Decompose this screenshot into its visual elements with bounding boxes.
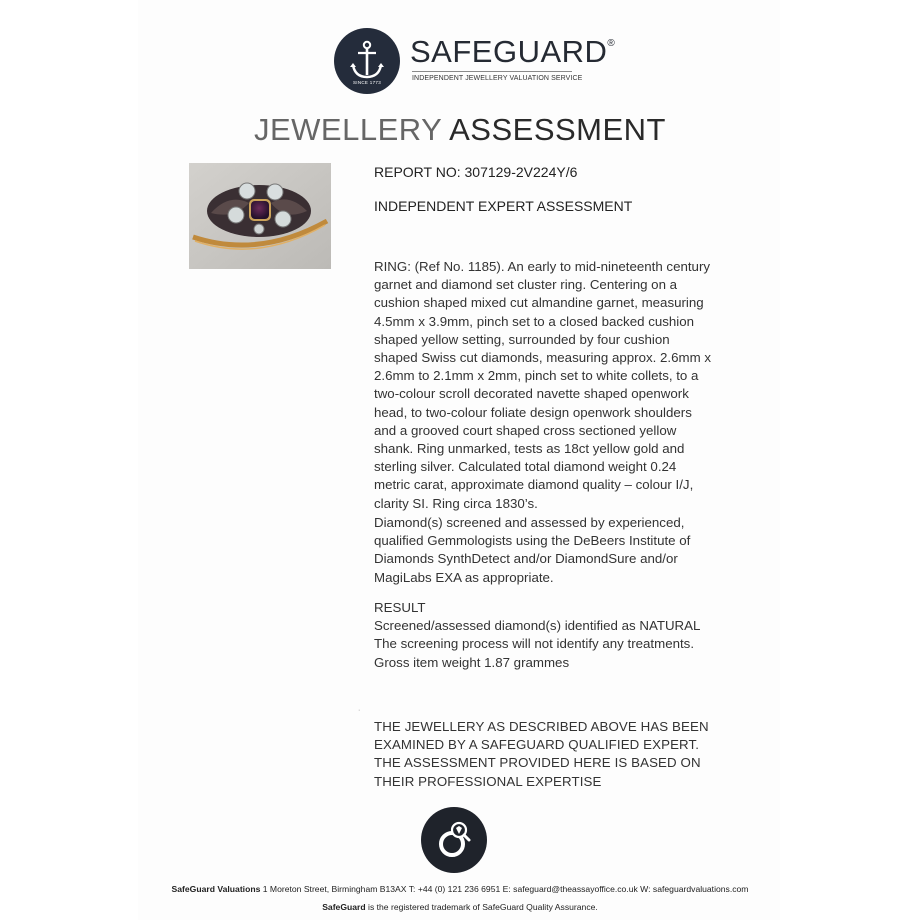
ring-image	[189, 163, 331, 269]
anchor-logo-badge	[334, 28, 400, 94]
result-line: Gross item weight 1.87 grammes	[374, 654, 570, 670]
brand-name	[410, 34, 615, 70]
report-number: REPORT NO: 307129-2V224Y/6	[374, 164, 578, 180]
footer-contact	[0, 884, 920, 894]
declaration-line: THE JEWELLERY AS DESCRIBED ABOVE HAS BEEN	[374, 719, 709, 734]
footer-trademark	[0, 902, 920, 912]
anchor-icon	[347, 39, 387, 83]
result-line: Screened/assessed diamond(s) identified as NATURAL	[374, 618, 701, 634]
result-line: The screening process will not identify any treatments.	[374, 636, 695, 652]
title-light: JEWELLERY	[253, 112, 442, 147]
ring-magnifier-icon	[431, 817, 477, 863]
page-title	[0, 112, 920, 148]
result-heading: RESULT	[374, 600, 426, 615]
declaration-line: THEIR PROFESSIONAL EXPERTISE	[374, 773, 602, 789]
result-section	[374, 599, 714, 672]
brand-label: SAFEGUARD	[410, 34, 608, 69]
brand-divider	[412, 71, 572, 72]
declaration-line: EXAMINED BY A SAFEGUARD QUALIFIED EXPERT.	[374, 737, 700, 753]
registered-mark: ®	[607, 38, 616, 49]
footer-company: SafeGuard Valuations	[171, 884, 261, 894]
footer-address: 1 Moreton Street, Birmingham B13AX T: +44 (0) 121 236 6951 E: safeguard@theassayoffice.co.uk W: safeguardvaluations.com	[260, 884, 749, 894]
stray-mark: ·	[358, 707, 361, 714]
footer-trademark-text: is the registered trademark of SafeGuard Quality Assurance.	[365, 902, 598, 912]
declaration	[374, 718, 734, 791]
ring-seal-badge	[421, 807, 487, 873]
declaration-line: THE ASSESSMENT PROVIDED HERE IS BASED ON	[374, 755, 701, 771]
title-dark: ASSESSMENT	[449, 112, 666, 147]
brand-subtitle: INDEPENDENT JEWELLERY VALUATION SERVICE	[412, 75, 583, 82]
ring-photo	[189, 163, 331, 269]
since-text: SINCE 1773	[352, 80, 381, 85]
footer-trademark-brand: SafeGuard	[322, 902, 366, 912]
item-description: RING: (Ref No. 1185). An early to mid-nineteenth century garnet and diamond set cluster ring. Centering on a cushion shaped mixed cut almandine garnet, measuring 4.5mm x 3.9mm, pinch set to a closed backed cushion shaped yellow setting, surrounded by four cushion shaped Swiss cut diamonds, measuring approx. 2.6mm x 2.6mm to 2.1mm x 2mm, pinch set to white collets, to a two-colour scroll decorated navette shaped openwork head, to two-colour foliate design openwork shoulders and a grooved court shaped cross sectioned yellow shank. Ring unmarked, tests as 18ct yellow gold and sterling silver. Calculated total diamond weight 0.24 metric carat, approximate diamond quality – colour I/J, clarity SI. Ring circa 1830’s.	[374, 259, 712, 511]
assessment-heading: INDEPENDENT EXPERT ASSESSMENT	[374, 198, 633, 214]
screening-statement: Diamond(s) screened and assessed by experienced, qualified Gemmologists using the DeBeers Institute of Diamonds SynthDetect and/or DiamondSure and/or MagiLabs EXA as appropriate.	[374, 515, 691, 585]
